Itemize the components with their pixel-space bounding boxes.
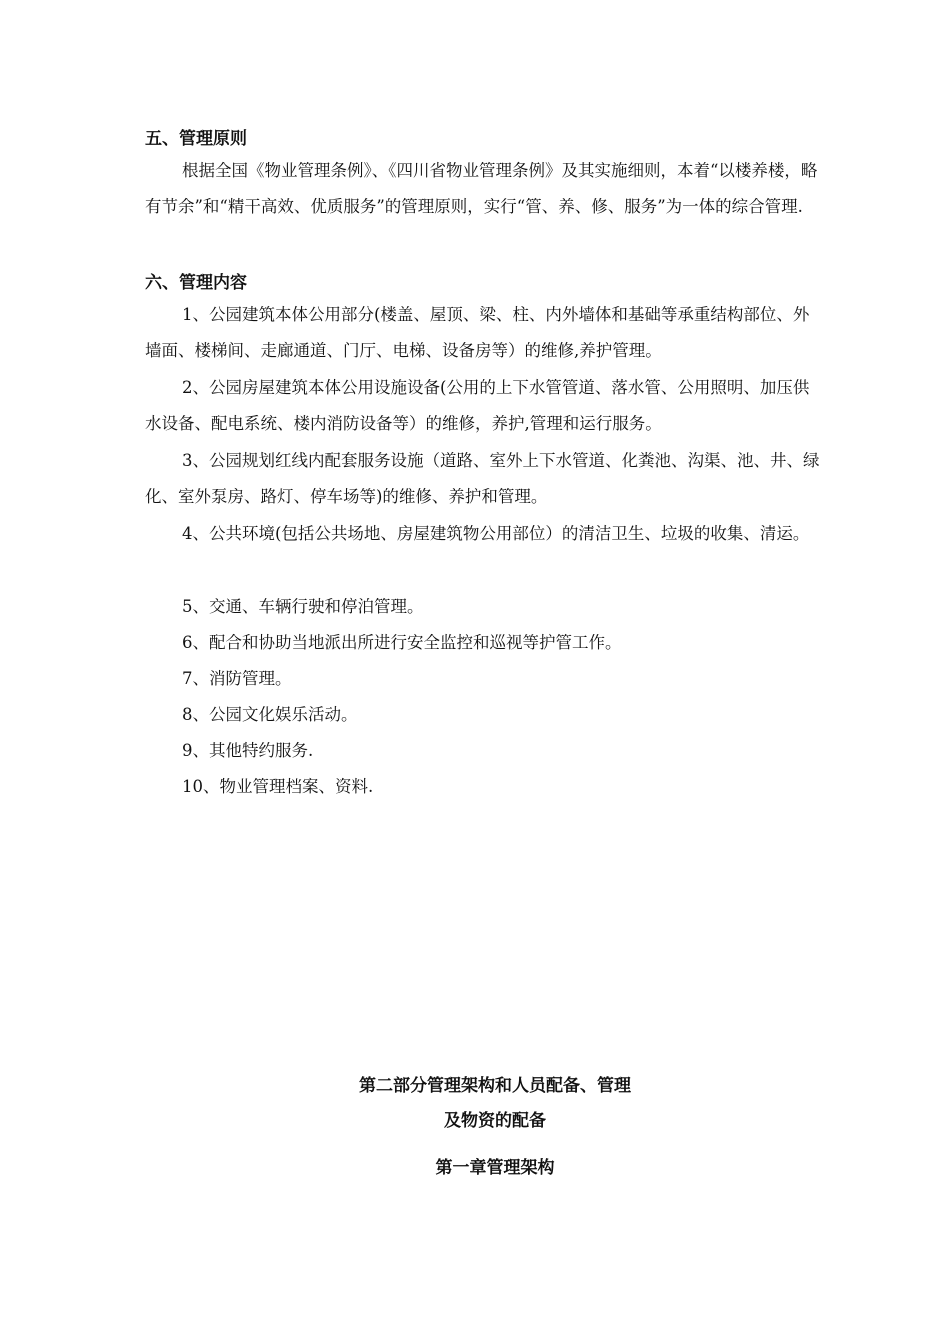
content-item-4: 4、公共环境(包括公共场地、房屋建筑物公用部位）的清洁卫生、垃圾的收集、清运。 — [182, 524, 810, 543]
content-item-10: 10、物业管理档案、资料. — [182, 777, 374, 796]
content-item-1: 1、公园建筑本体公用部分(楼盖、屋顶、梁、柱、内外墙体和基础等承重结构部位、外墙面、楼梯间、走廊通道、门厅、电梯、设备房等）的维修,养护管理。 — [145, 305, 810, 360]
content-item-9: 9、其他特约服务. — [182, 741, 314, 760]
content-item-3: 3、公园规划红线内配套服务设施（道路、室外上下水管道、化粪池、沟渠、池、井、绿化、室外泵房、路灯、停车场等)的维修、养护和管理。 — [145, 451, 820, 506]
part-title-line-2: 及物资的配备 — [444, 1111, 546, 1131]
paragraph-management-principles: 根据全国《物业管理条例》、《四川省物业管理条例》及其实施细则，本着“以楼养楼，略有节余”和“精干高效、优质服务”的管理原则，实行“管、养、修、服务”为一体的综合管理. — [145, 161, 818, 216]
content-item-6: 6、配合和协助当地派出所进行安全监控和巡视等护管工作。 — [182, 633, 622, 652]
content-item-7: 7、消防管理。 — [182, 669, 292, 688]
section-heading-management-principles: 五、管理原则 — [145, 129, 247, 149]
section-heading-management-content: 六、管理内容 — [145, 273, 247, 293]
content-item-2: 2、公园房屋建筑本体公用设施设备(公用的上下水管管道、落水管、公用照明、加压供水设备、配电系统、楼内消防设备等）的维修，养护,管理和运行服务。 — [145, 378, 810, 433]
content-item-8: 8、公园文化娱乐活动。 — [182, 705, 358, 724]
content-item-5: 5、交通、车辆行驶和停泊管理。 — [182, 597, 424, 616]
part-title-line-1: 第二部分管理架构和人员配备、管理 — [359, 1076, 631, 1096]
chapter-title: 第一章管理架构 — [435, 1158, 555, 1178]
